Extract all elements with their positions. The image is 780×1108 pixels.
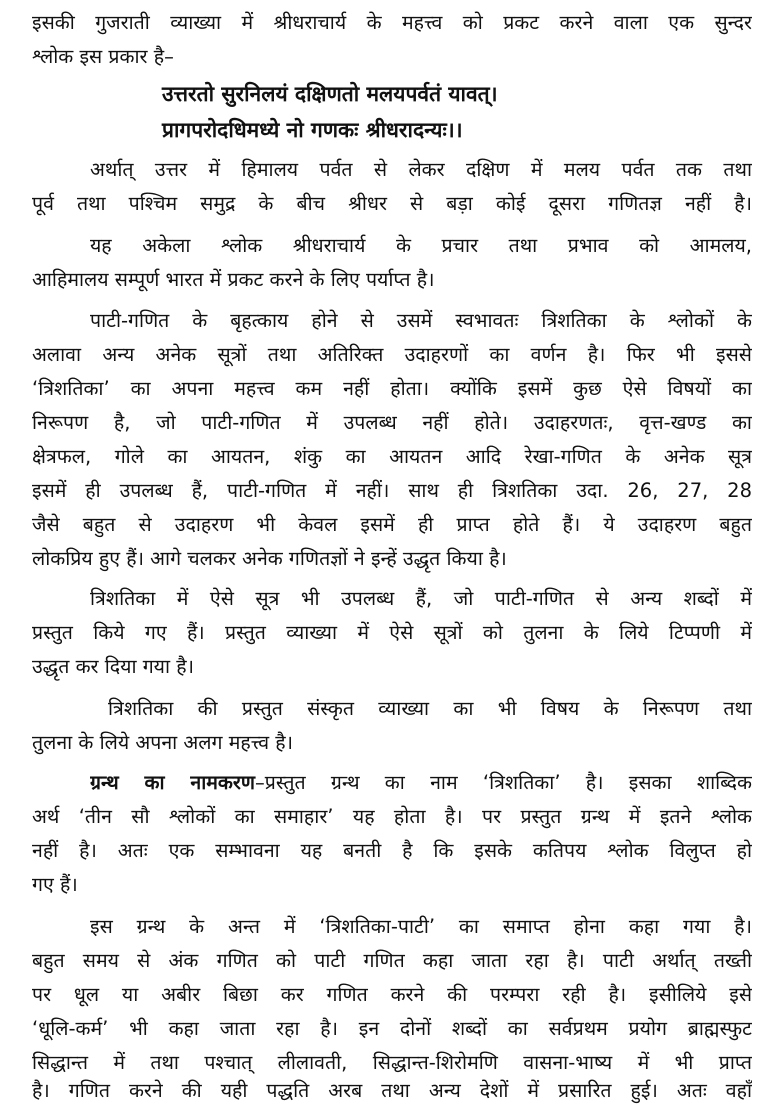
paragraph-line: अर्थ ‘तीन सौ श्लोकों का समाहार’ यह होता है। पर प्रस्तुत ग्रन्थ में इतने श्लोक <box>32 805 752 828</box>
paragraph-line <box>90 766 752 799</box>
paragraph-line: इसमें ही उपलब्ध हैं, पाटी-गणित में नहीं। साथ ही त्रिशतिका उदा. 26, 27, 28 <box>32 479 752 502</box>
paragraph-line: आहिमालय सम्पूर्ण भारत में प्रकट करने के लिए पर्याप्त है। <box>32 268 435 291</box>
paragraph-line: नहीं है। अतः एक सम्भावना यह बनती है कि इसके कतिपय श्लोक विलुप्त हो <box>32 839 752 862</box>
paragraph-line: त्रिशतिका में ऐसे सूत्र भी उपलब्ध हैं, जो पाटी-गणित से अन्य शब्दों में <box>90 587 752 610</box>
intro-line: इसकी गुजराती व्याख्या में श्रीधराचार्य के महत्त्व को प्रकट करने वाला एक सुन्दर <box>32 11 752 34</box>
paragraph-line: पर धूल या अबीर बिछा कर गणित करने की परम्परा रही है। इसीलिये इसे <box>32 983 752 1006</box>
paragraph-line: जैसे बहुत से उदाहरण भी केवल इसमें ही प्राप्त होते हैं। ये उदाहरण बहुत <box>32 513 752 536</box>
paragraph-line: है। गणित करने की यही पद्धति अरब तथा अन्य देशों में प्रसारित हुई। अतः वहाँ <box>32 1079 752 1102</box>
paragraph-line: उद्धृत कर दिया गया है। <box>32 655 194 678</box>
intro-line: श्लोक इस प्रकार है– <box>32 45 174 68</box>
paragraph-line: पाटी-गणित के बृहत्काय होने से उसमें स्वभावतः त्रिशतिका के श्लोकों के <box>90 309 752 332</box>
paragraph-line: यह अकेला श्लोक श्रीधराचार्य के प्रचार तथा प्रभाव को आमलय, <box>90 234 752 257</box>
paragraph-line: लोकप्रिय हुए हैं। आगे चलकर अनेक गणितज्ञों ने इन्हें उद्धृत किया है। <box>32 547 507 570</box>
verse-line: प्रागपरोदधिमध्ये नो गणकः श्रीधरादन्यः।। <box>162 118 463 142</box>
paragraph-line: ‘धूलि-कर्म’ भी कहा जाता रहा है। इन दोनों शब्दों का सर्वप्रथम प्रयोग ब्राह्मस्फुट <box>32 1017 752 1040</box>
paragraph-line: पूर्व तथा पश्चिम समुद्र के बीच श्रीधर से बड़ा कोई दूसरा गणितज्ञ नहीं है। <box>32 192 752 215</box>
paragraph-line: क्षेत्रफल, गोले का आयतन, शंकु का आयतन आदि रेखा-गणित के अनेक सूत्र <box>32 445 752 468</box>
paragraph-line: त्रिशतिका की प्रस्तुत संस्कृत व्याख्या का भी विषय के निरूपण तथा <box>108 697 752 720</box>
paragraph-line: गए हैं। <box>32 873 78 896</box>
paragraph-line: बहुत समय से अंक गणित को पाटी गणित कहा जाता रहा है। पाटी अर्थात् तख्ती <box>32 949 752 972</box>
heading-line-text: –प्रस्तुत ग्रन्थ का नाम ‘त्रिशतिका’ है। इसका शाब्दिक <box>254 771 752 794</box>
paragraph-line: अर्थात् उत्तर में हिमालय पर्वत से लेकर दक्षिण में मलय पर्वत तक तथा <box>90 158 752 181</box>
section-heading: ग्रन्थ का नामकरण <box>90 771 255 794</box>
paragraph-line: सिद्धान्त में तथा पश्चात् लीलावती, सिद्धान्त-शिरोमणि वासना-भाष्य में भी प्राप्त <box>32 1051 752 1074</box>
paragraph-line: निरूपण है, जो पाटी-गणित में उपलब्ध नहीं होते। उदाहरणतः, वृत्त-खण्ड का <box>32 411 752 434</box>
paragraph-line: अलावा अन्य अनेक सूत्रों तथा अतिरिक्त उदाहरणों का वर्णन है। फिर भी इससे <box>32 343 752 366</box>
paragraph-line: ‘त्रिशतिका’ का अपना महत्त्व कम नहीं होता। क्योंकि इसमें कुछ ऐसे विषयों का <box>32 377 752 400</box>
paragraph-line: इस ग्रन्थ के अन्त में ‘त्रिशतिका-पाटी’ का समाप्त होना कहा गया है। <box>90 915 752 938</box>
verse-line: उत्तरतो सुरनिलयं दक्षिणतो मलयपर्वतं यावत्। <box>162 82 498 106</box>
paragraph-line: प्रस्तुत किये गए हैं। प्रस्तुत व्याख्या में ऐसे सूत्रों को तुलना के लिये टिप्पणी में <box>32 621 752 644</box>
paragraph-line: तुलना के लिये अपना अलग महत्त्व है। <box>32 731 294 754</box>
